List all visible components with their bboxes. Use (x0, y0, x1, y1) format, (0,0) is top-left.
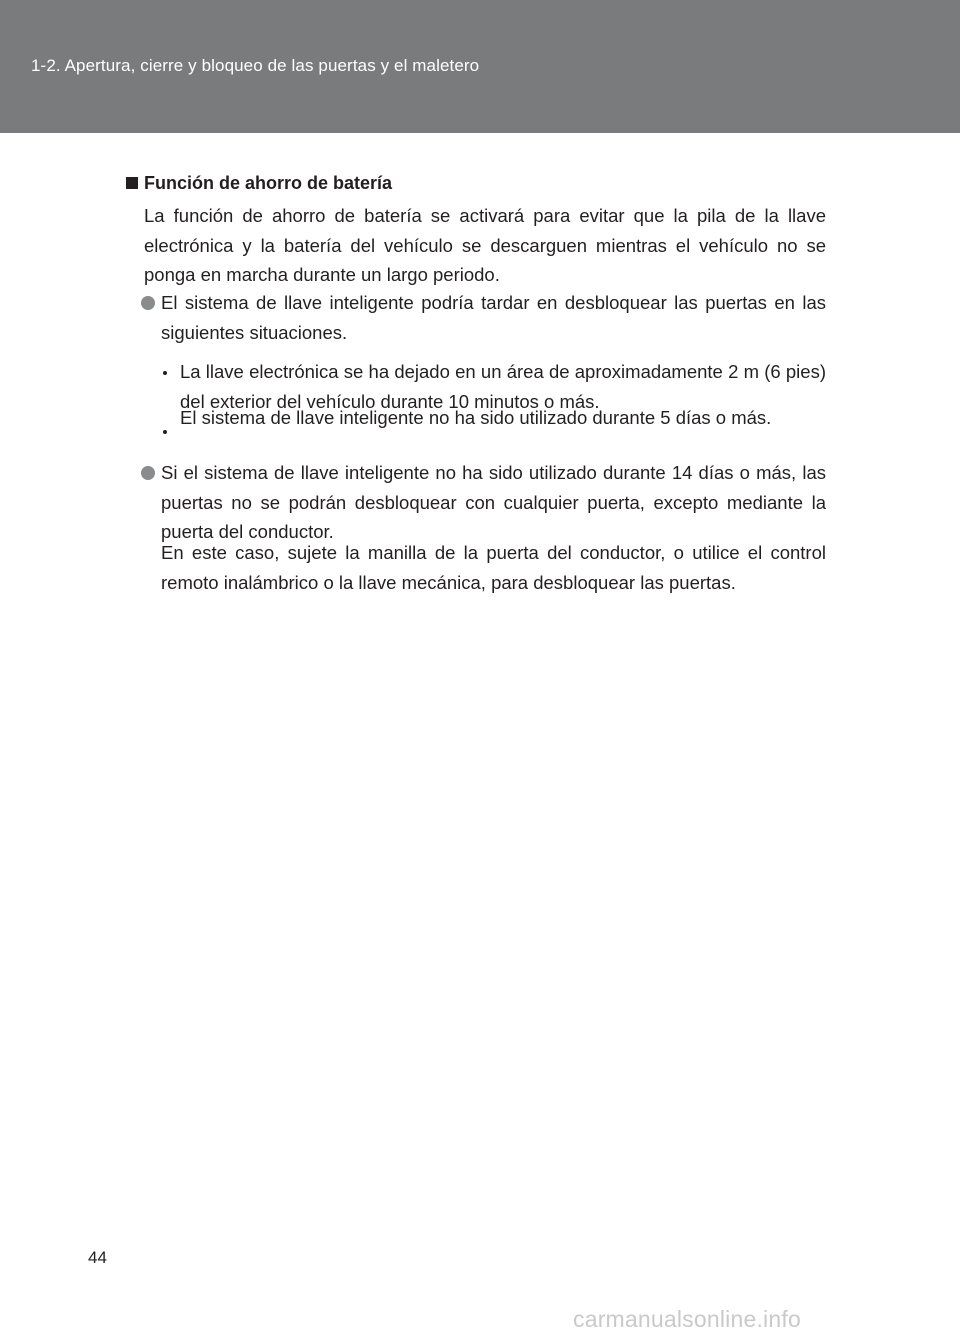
section-title: 1-2. Apertura, cierre y bloqueo de las puertas y el maletero (31, 56, 480, 75)
dot-bullet-icon (163, 371, 167, 375)
point-2-note: En este caso, sujete la manilla de la puerta del conductor, o utilice el control remoto inalámbrico o la llave mecánica, para desbloquear las puertas. (161, 542, 826, 593)
section-heading (126, 172, 392, 194)
section-heading-text: Función de ahorro de batería (144, 173, 393, 193)
circle-bullet-icon (141, 466, 155, 480)
header-band (0, 0, 960, 133)
square-bullet-icon (126, 177, 138, 189)
page-number: 44 (88, 1248, 107, 1267)
point-2-text: Si el sistema de llave inteligente no ha sido utilizado durante 14 días o más, las puertas no se podrán desbloquear con cualquier puerta, excepto mediante la puerta del conductor. (161, 462, 826, 542)
subitem-2-text: El sistema de llave inteligente no ha sido utilizado durante 5 días o más. (180, 407, 772, 428)
point-1-text: El sistema de llave inteligente podría tardar en desbloquear las puertas en las siguientes situaciones. (161, 292, 826, 343)
subitem-1-text: La llave electrónica se ha dejado en un área de aproximadamente 2 m (6 pies) del exterior del vehículo durante 10 minutos o más. (180, 361, 826, 412)
watermark-text: carmanualsonline.info (573, 1306, 801, 1332)
circle-bullet-icon (141, 296, 155, 310)
intro-paragraph: La función de ahorro de batería se activará para evitar que la pila de la llave electrónica y la batería del vehículo se descarguen mientras el vehículo no se ponga en marcha durante un largo periodo. (144, 205, 826, 285)
dot-bullet-icon (163, 430, 167, 434)
